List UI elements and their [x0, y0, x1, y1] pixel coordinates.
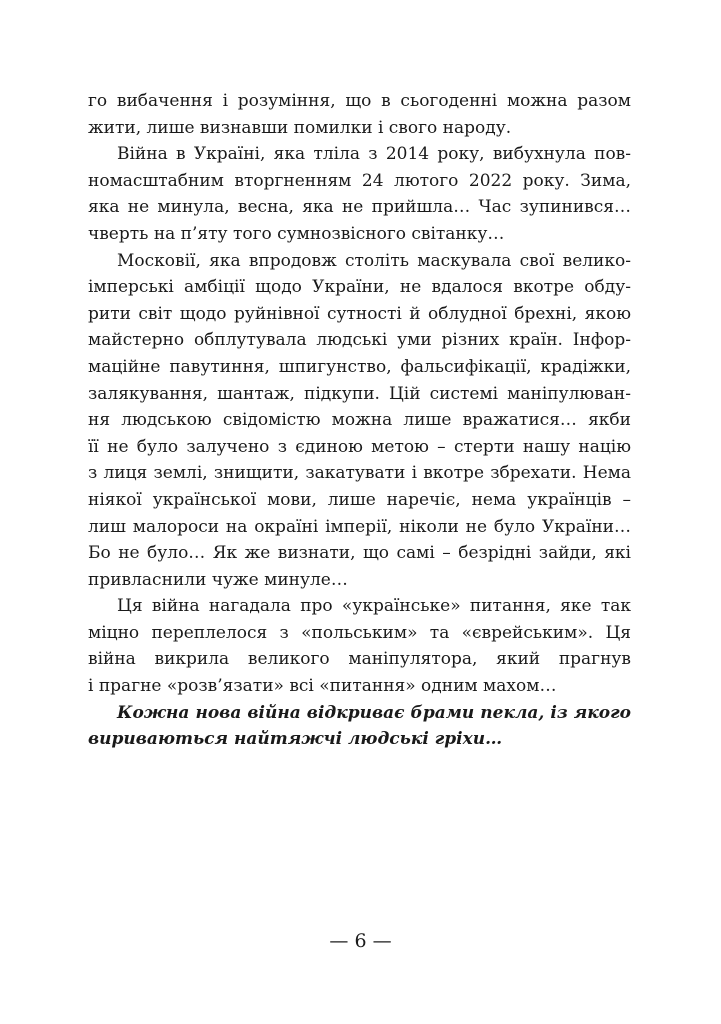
- body-text: [88, 88, 631, 753]
- text-line: жити, лише визнавши помилки і свого народу.: [88, 117, 512, 138]
- text-line: го вибачення і розуміння, що в сьогоденні можна разом: [88, 91, 631, 111]
- text-line: війна викрила великого маніпулятора, який прагнув: [88, 649, 631, 670]
- text-line: рити світ щодо руйнівної сутності й облудної брехні, якою: [88, 303, 631, 324]
- text-line: маційне павутиння, шпигунство, фальсифікації, крадіжки,: [88, 356, 631, 377]
- text-line: міцно переплелося з «польським» та «єврейським». Ця: [88, 622, 631, 643]
- text-line: імперські амбіції щодо України, не вдалося вкотре обду-: [88, 277, 631, 298]
- text-line: чверть на п’яту того сумнозвісного світанку…: [88, 223, 505, 244]
- text-line: яка не минула, весна, яка не прийшла… Час зупинився…: [88, 197, 631, 218]
- text-line: номасштабним вторгненням 24 лютого 2022 року. Зима,: [88, 170, 631, 191]
- text-line: ня людською свідомістю можна лише вражатися… якби: [88, 410, 631, 431]
- text-line: лиш малороси на окраїні імперії, ніколи не було України…: [88, 516, 631, 537]
- text-line: Війна в Україні, яка тліла з 2014 року, вибухнула пов-: [117, 144, 631, 165]
- text-line: її не було залучено з єдиною метою – стерти нашу націю: [88, 436, 631, 457]
- emphasis-line: вириваються найтяжчі людські гріхи…: [88, 729, 503, 750]
- text-line: і прагне «розв’язати» всі «питання» одним махом…: [88, 676, 557, 697]
- text-line: привласнили чуже минуле…: [88, 569, 348, 590]
- page-number: — 6 —: [329, 930, 392, 952]
- emphasis-line: Кожна нова війна відкриває брами пекла, із якого: [117, 702, 631, 723]
- text-line: майстерно обплутувала людські уми різних країн. Інфор-: [88, 330, 631, 351]
- text-line: залякування, шантаж, підкупи. Цій системі маніпулюван-: [88, 383, 631, 404]
- text-line: Ця війна нагадала про «українське» питання, яке так: [117, 596, 631, 617]
- text-line: ніякої української мови, лише наречіє, нема українців –: [88, 489, 631, 510]
- text-line: Московії, яка впродовж століть маскувала свої велико-: [117, 250, 631, 271]
- text-line: Бо не було… Як же визнати, що самі – безрідні зайди, які: [88, 543, 631, 564]
- text-line: з лиця землі, знищити, закатувати і вкотре збрехати. Нема: [88, 463, 631, 484]
